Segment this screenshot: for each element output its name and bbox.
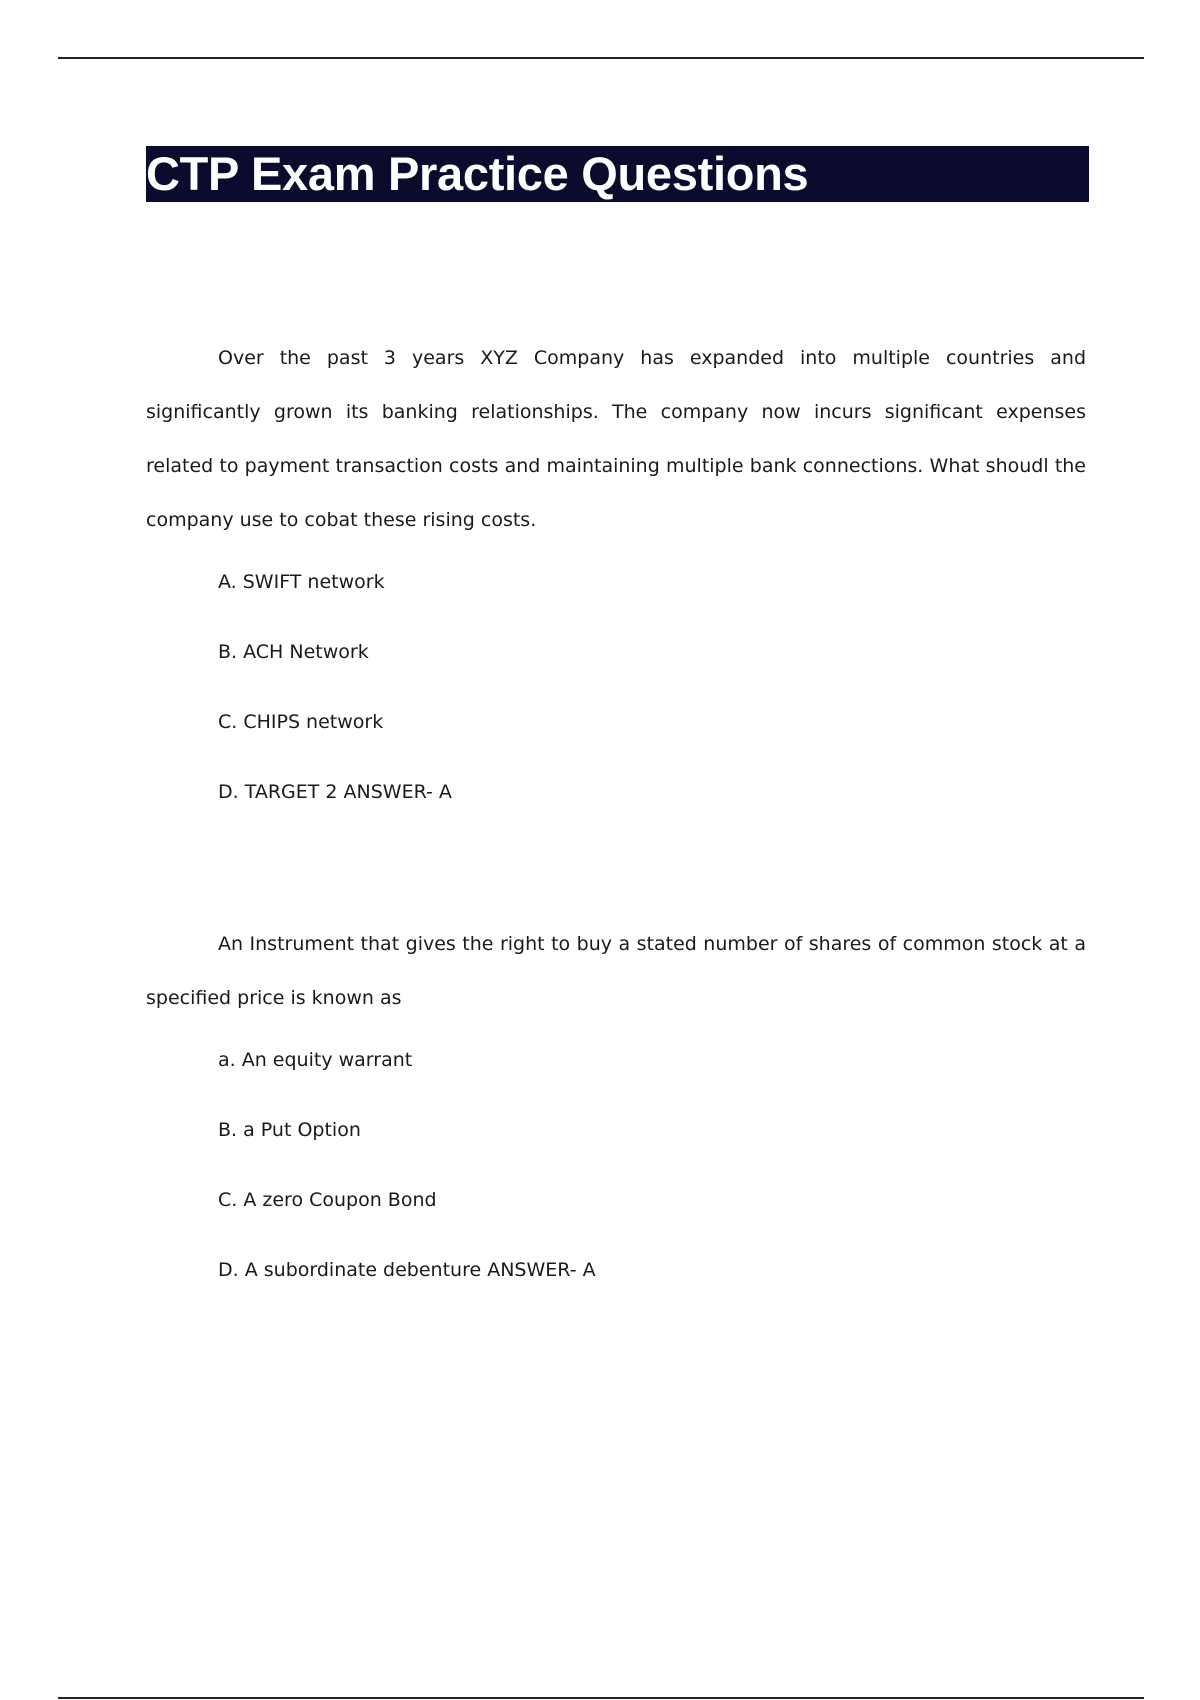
answer-options [146, 547, 1086, 827]
question-1 [146, 331, 1086, 827]
title-banner [146, 146, 1089, 202]
header-rule [58, 57, 1144, 59]
option-a: A. SWIFT network [218, 571, 385, 593]
option-c: C. A zero Coupon Bond [218, 1189, 437, 1211]
question-stem: Over the past 3 years XYZ Company has expanded into multiple countries and significantly grown its banking relationships. The company now incurs significant expenses related to payment transaction costs and maintaining multiple bank connections. What shoudl the company use to cobat these rising costs. [146, 347, 1086, 531]
footer-rule [58, 1697, 1144, 1699]
question-2 [146, 917, 1086, 1305]
option-a: a. An equity warrant [218, 1049, 413, 1071]
question-stem: An Instrument that gives the right to buy a stated number of shares of common stock at a specified price is known as [146, 933, 1086, 1009]
document-title: CTP Exam Practice Questions [146, 147, 809, 200]
option-d: D. TARGET 2 ANSWER- A [218, 781, 452, 803]
option-d: D. A subordinate debenture ANSWER- A [218, 1259, 596, 1281]
option-c: C. CHIPS network [218, 711, 384, 733]
option-b: B. a Put Option [218, 1119, 361, 1141]
option-b: B. ACH Network [218, 641, 369, 663]
answer-options [146, 1025, 1086, 1305]
